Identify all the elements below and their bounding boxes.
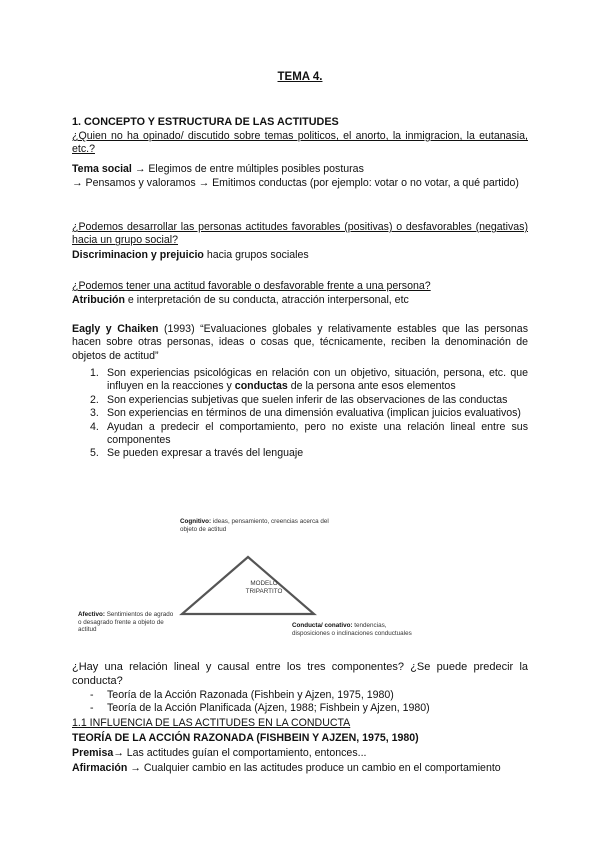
social-topic-term: Tema social	[72, 163, 132, 175]
list-item-text-end: de la persona ante esos elementos	[287, 380, 456, 393]
list-item-text: Son experiencias en términos de una dimensión evaluativa (implican juicios evaluativos)	[107, 407, 521, 420]
conative-label	[292, 622, 412, 637]
characteristics-list	[72, 367, 528, 461]
conative-term: Conducta/ conativo:	[292, 622, 353, 629]
affective-text: Sentimientos de agrado o desagrado frente a objeto de actitud	[78, 611, 174, 634]
definition-paragraph	[72, 323, 528, 363]
attribution-line	[72, 294, 528, 307]
premise-term: Premisa	[72, 747, 114, 759]
list-item-number: 3.	[90, 407, 99, 420]
theory-item: Teoría de la Acción Razonada (Fishbein y Ajzen, 1975, 1980)	[107, 689, 394, 701]
model-label-line2: TRIPARTITO	[245, 587, 283, 595]
list-item-bold: conductas	[234, 380, 288, 393]
model-label-line1: MODELO	[250, 580, 278, 587]
dash-bullet: -	[90, 702, 94, 715]
statement-term: Afirmación	[72, 762, 128, 774]
cognitive-text: ideas, pensamiento, creencias acerca del objeto de actitud	[180, 518, 329, 533]
premise-text: → Las actitudes guían el comportamiento, entonces...	[113, 747, 367, 759]
subsection-heading: 1.1 INFLUENCIA DE LAS ACTITUDES EN LA CONDUCTA	[72, 717, 351, 729]
social-topic-line	[72, 163, 528, 176]
discrimination-text: hacia grupos sociales	[203, 249, 309, 261]
premise-line	[72, 747, 528, 760]
attribution-text: e interpretación de su conducta, atracción interpersonal, etc	[124, 294, 409, 306]
linear-relation-question: ¿Hay una relación lineal y causal entre los tres componentes? ¿Se puede predecir la conducta?	[72, 661, 528, 687]
affective-label	[78, 611, 176, 634]
list-item	[72, 407, 528, 420]
theories-list	[72, 689, 528, 716]
theory-heading: TEORÍA DE LA ACCIÓN RAZONADA (FISHBEIN Y AJZEN, 1975, 1980)	[72, 732, 419, 744]
list-item-text: Ayudan a predecir el comportamiento, pero no existe una relación lineal entre sus componentes	[107, 420, 528, 447]
page-title: TEMA 4.	[277, 71, 323, 83]
discrimination-line	[72, 249, 528, 262]
social-topic-text: → Elegimos de entre múltiples posibles posturas	[131, 163, 364, 175]
list-item-number: 4.	[90, 420, 99, 433]
person-question: ¿Podemos tener una actitud favorable o desfavorable frente a una persona?	[72, 280, 431, 292]
tripartite-model-diagram	[76, 516, 416, 658]
list-item-text: Se pueden expresar a través del lenguaje	[107, 447, 304, 460]
arrow-process-line: → Pensamos y valoramos → Emitimos conductas (por ejemplo: votar o no votar, a qué partido)	[72, 177, 519, 189]
conative-text: tendencias, disposiciones o inclinaciones conductuales	[292, 622, 412, 637]
theory-item: Teoría de la Acción Planificada (Ajzen, 1988; Fishbein y Ajzen, 1980)	[107, 702, 430, 715]
discrimination-term: Discriminacion y prejuicio	[72, 249, 204, 261]
list-item-text: Son experiencias subjetivas que suelen inferir de las observaciones de las conductas	[107, 393, 508, 406]
cognitive-label	[180, 518, 340, 533]
list-item	[72, 421, 528, 448]
list-item-text: Son experiencias psicológicas en relación con un objetivo, situación, persona, etc. que influyen en la reacciones y	[107, 367, 528, 393]
list-item-number: 5.	[90, 447, 99, 460]
model-label	[228, 580, 300, 595]
intro-question: ¿Quien no ha opinado/ discutido sobre temas politicos, el anorto, la inmigracion, la eutanasia, etc.?	[72, 130, 528, 156]
list-item-number: 2.	[90, 393, 99, 406]
section-heading: 1. CONCEPTO Y ESTRUCTURA DE LAS ACTITUDES	[72, 116, 339, 128]
definition-text: (1993) “Evaluaciones globales y relativamente estables que las personas hacen sobre otras personas, ideas o cosas que, técnicamente, reciben la denominación de objetos de actitud”	[72, 323, 528, 362]
attribution-term: Atribución	[72, 294, 125, 306]
list-item	[72, 689, 528, 702]
affective-term: Afectivo:	[78, 611, 105, 618]
statement-line	[72, 762, 528, 775]
list-item-number: 1.	[90, 367, 99, 379]
group-question: ¿Podemos desarrollar las personas actitudes favorables (positivas) o desfavorables (negativas) hacia un grupo social?	[72, 221, 528, 247]
cognitive-term: Cognitivo:	[180, 518, 212, 525]
list-item	[72, 367, 528, 394]
list-item	[72, 702, 528, 715]
list-item	[72, 394, 528, 407]
dash-bullet: -	[90, 689, 94, 701]
definition-authors: Eagly y Chaiken	[72, 323, 159, 335]
list-item	[72, 447, 528, 460]
statement-text: → Cualquier cambio en las actitudes produce un cambio en el comportamiento	[127, 762, 501, 774]
